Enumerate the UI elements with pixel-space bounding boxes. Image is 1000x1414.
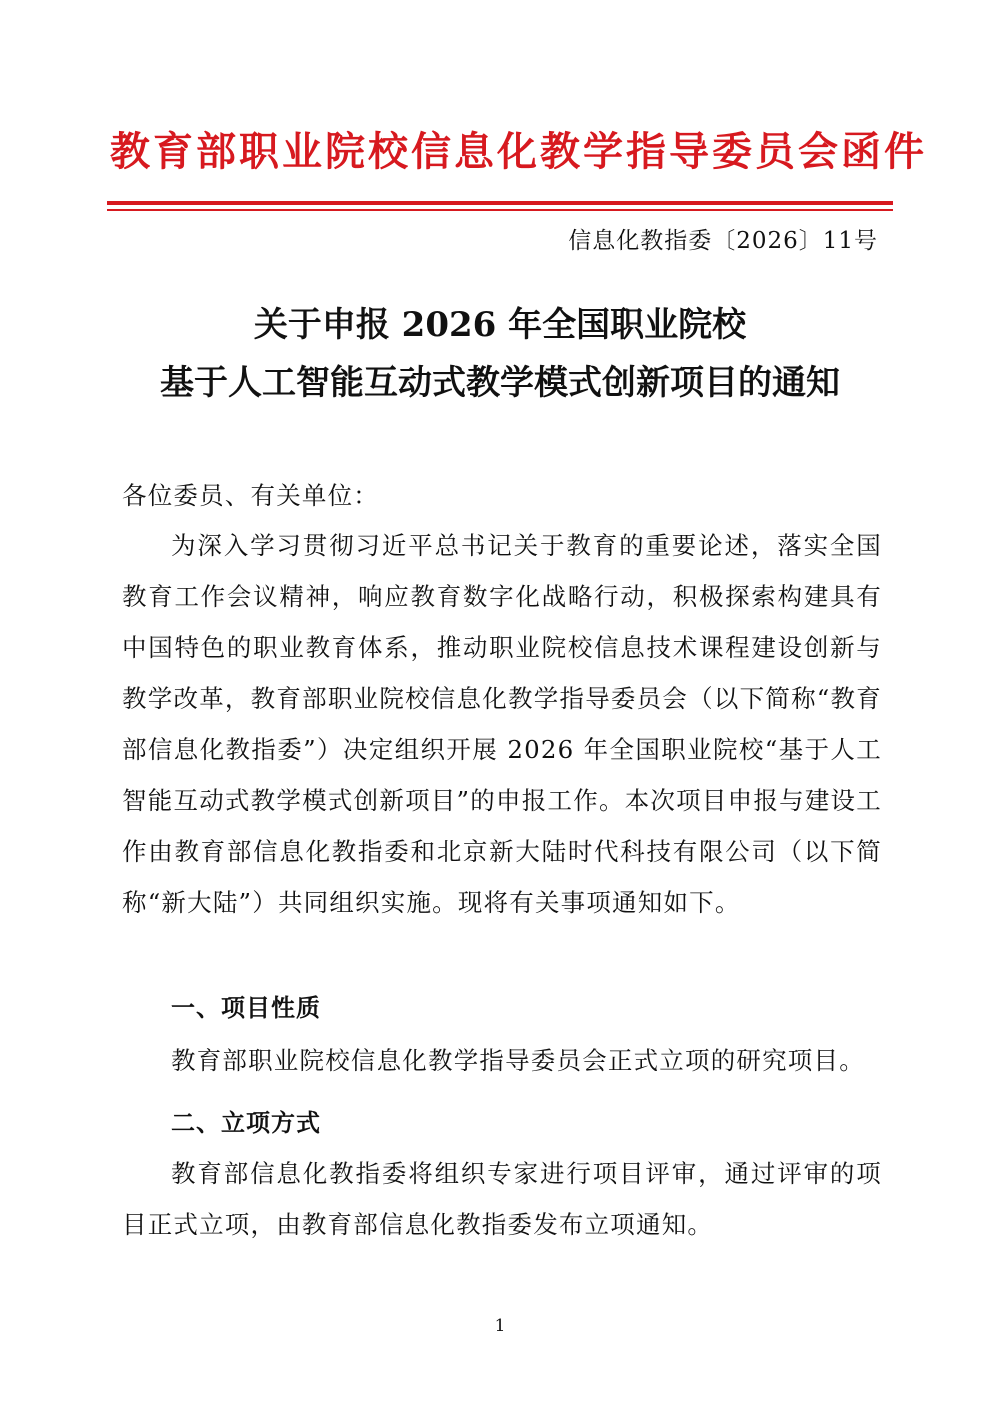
intro-paragraph: 为深入学习贯彻习近平总书记关于教育的重要论述，落实全国教育工作会议精神，响应教育数字化战略行动，积极探索构建具有中国特色的职业教育体系，推动职业院校信息技术课程建设创新与教学改革，教育部职业院校信息化教学指导委员会（以下简称“教育部信息化教指委”）决定组织开展 2026 年全国职业院校“基于人工智能互动式教学模式创新项目”的申报工作。本次项目申报与建设工作由教育部信息化教指委和北京新大陆时代科技有限公司（以下简称“新大陆”）共同组织实施。现将有关事项通知如下。: [122, 531, 882, 917]
notice-title-line-2: 基于人工智能互动式教学模式创新项目的通知: [160, 363, 840, 403]
letterhead-divider-thin: [107, 209, 893, 211]
document-number: 信息化教指委〔2026〕11号: [568, 228, 878, 254]
section-text-project-nature: 教育部职业院校信息化教学指导委员会正式立项的研究项目。: [171, 1046, 865, 1075]
section-text-approval-method: 教育部信息化教指委将组织专家进行项目评审，通过评审的项目正式立项，由教育部信息化教指委发布立项通知。: [122, 1159, 882, 1239]
section-heading-project-nature: 一、项目性质: [171, 994, 321, 1022]
notice-title-line-1: 关于申报 2026 年全国职业院校: [253, 305, 747, 345]
letterhead-divider-thick: [107, 201, 893, 205]
section-heading-approval-method: 二、立项方式: [171, 1109, 321, 1137]
salutation: 各位委员、有关单位：: [122, 481, 379, 510]
letterhead-title: 教育部职业院校信息化教学指导委员会函件: [110, 129, 927, 175]
page-number: 1: [494, 1316, 506, 1336]
